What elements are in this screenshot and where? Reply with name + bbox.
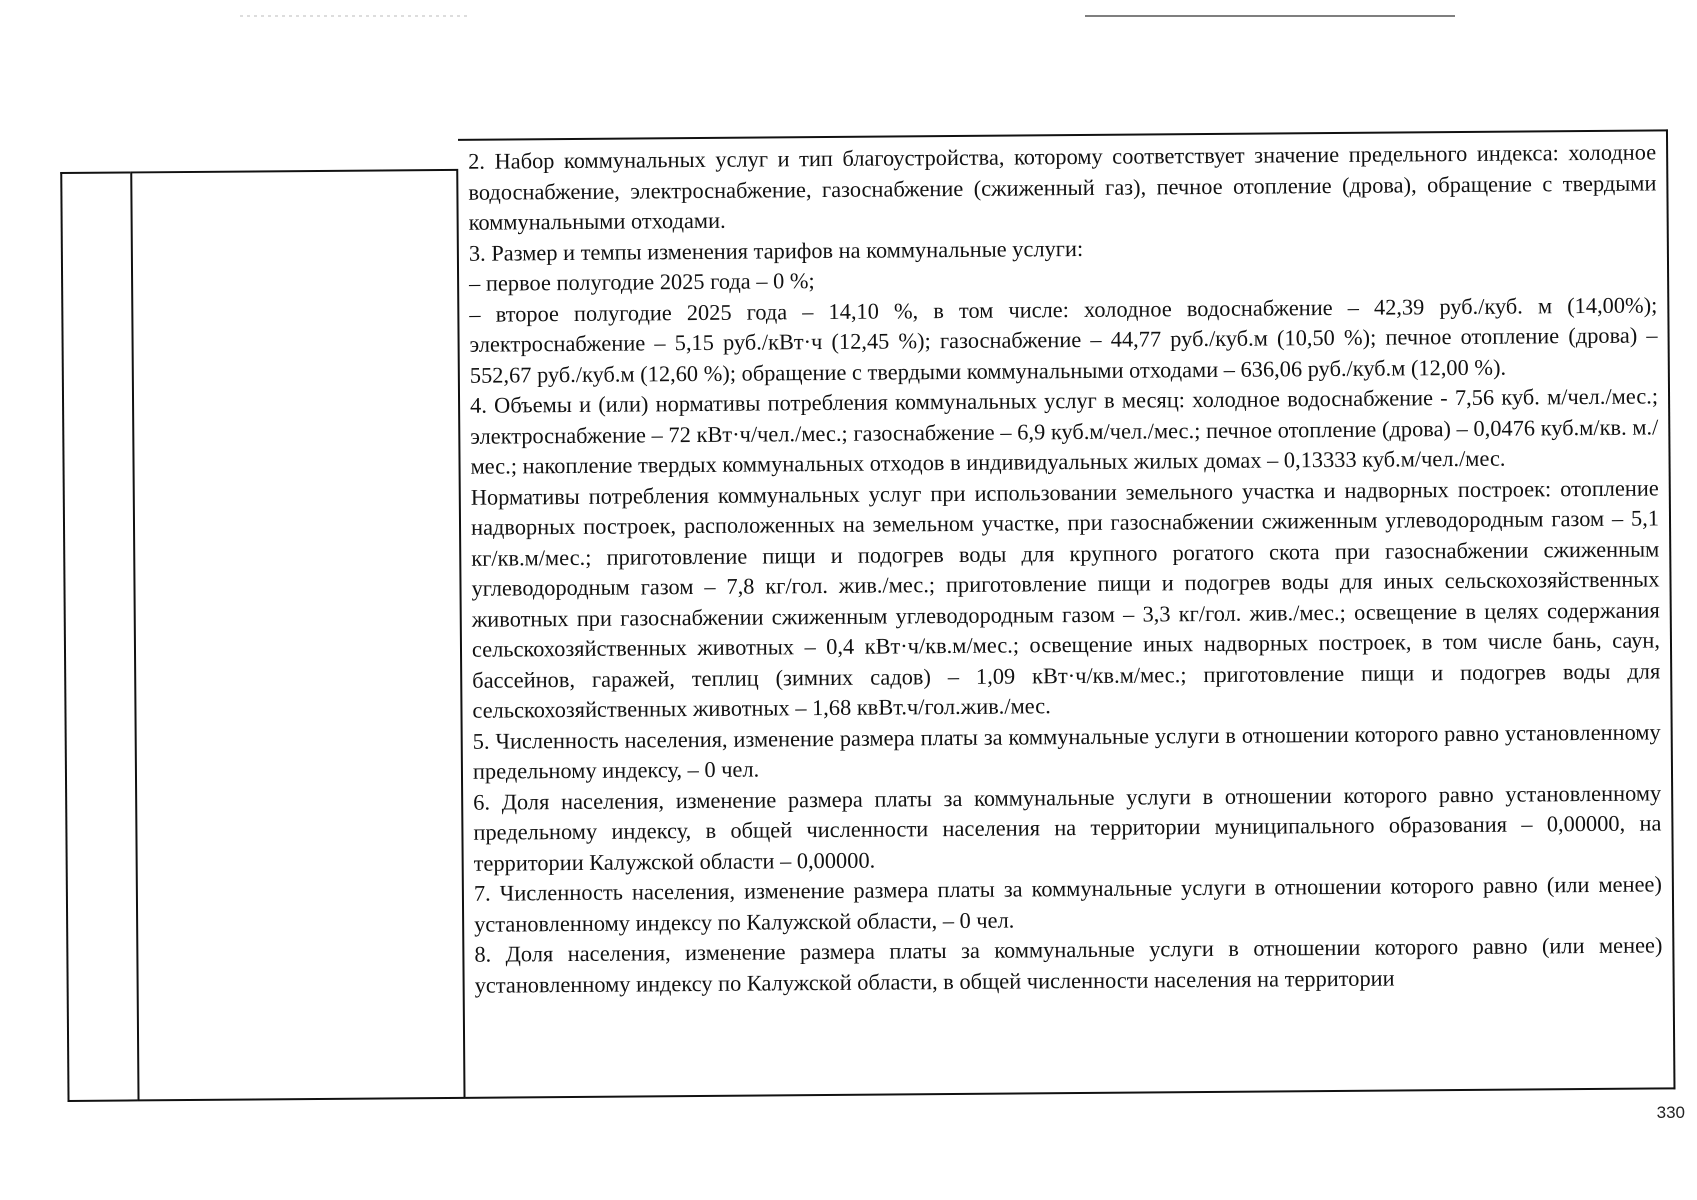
paragraph-item-7: 7. Численность населения, изменение размера платы за коммунальные услуги в отношении которого равно (или менее) установленному индексу по Калужской области, – 0 чел. xyxy=(473,871,1662,937)
paragraph-first-half-2025: – первое полугодие 2025 года – 0 %; xyxy=(469,268,815,296)
paragraph-second-half-2025: – второе полугодие 2025 года – 14,10 %, в том числе: холодное водоснабжение – 42,39 руб./куб. м (14,00%); электроснабжение – 5,15 руб./кВт·ч (12,45 %); газоснабжение – 44,77 руб./куб.м (10,50 %); печное отопление (дрова) – 552,67 руб./куб.м (12,60 %); обращение с твердыми коммунальными отходами – 636,06 руб./куб.м (12,00 %). xyxy=(469,291,1658,388)
paragraph-item-3: 3. Размер и темпы изменения тарифов на коммунальные услуги: xyxy=(468,235,1084,266)
paragraph-land-norms: Нормативы потребления коммунальных услуг при использовании земельного участка и надворных построек: отопление надворных построек, расположенных на земельном участке, при газоснабжении сжиженным углеводородным газом – 5,1 кг/кв.м/мес.; приготовление пищи и подогрев воды для крупного рогатого скота при газоснабжении сжиженным углеводородным газом – 7,8 кг/гол. жив./мес.; приготовление пищи и подогрев воды для иных сельскохозяйственных животных при газоснабжении сжиженным углеводородным газом – 3,3 кг/гол. жив./мес.; освещение в целях содержания сельскохозяйственных животных – 0,4 кВт·ч/кв.м/мес.; освещение иных надворных построек, в том числе бань, саун, бассейнов, гаражей, теплиц (зимних садов) – 1,09 кВт·ч/кв.м/мес.; приготовление пищи и подогрев воды для сельскохозяйственных животных – 1,68 квВт.ч/гол.жив./мес. xyxy=(470,474,1661,723)
table-column-number xyxy=(60,171,137,1102)
paragraph-item-2: 2. Набор коммунальных услуг и тип благоустройства, которому соответствует значение предельного индекса: холодное водоснабжение, электроснабжение, газоснабжение (сжиженный газ), печное отопление (дрова), обращение с твердыми коммунальными отходами. xyxy=(468,139,1657,235)
document-table xyxy=(60,129,1675,1102)
paragraph-item-8: 8. Доля населения, изменение размера платы за коммунальные услуги в отношении которого равно (или менее) установленному индексу по Калужской области, в общей численности населения на территории xyxy=(474,932,1663,998)
table-column-content xyxy=(458,129,1676,1098)
paragraph-item-5: 5. Численность населения, изменение размера платы за коммунальные услуги в отношении которого равно установленному предельному индексу, – 0 чел. xyxy=(472,718,1661,784)
table-column-name xyxy=(130,169,465,1102)
paragraph-item-6: 6. Доля населения, изменение размера платы за коммунальные услуги в отношении которого равно установленному предельному индексу, в общей численности населения на территории муниципального образования – 0,00000, на территории Калужской области – 0,00000. xyxy=(473,779,1662,876)
page-number: 330 xyxy=(1656,1103,1685,1122)
paragraph-item-4: 4. Объемы и (или) нормативы потребления коммунальных услуг в месяц: холодное водоснабжение - 7,56 куб. м/чел./мес.; электроснабжение – 72 кВт·ч/чел./мес.; газоснабжение – 6,9 куб.м/чел./мес.; печное отопление (дрова) – 0,0476 куб.м/кв. м./мес.; накопление твердых коммунальных отходов в индивидуальных жилых домах – 0,13333 куб.м/чел./мес. xyxy=(469,383,1659,479)
scan-artifact-lines xyxy=(0,0,1697,30)
